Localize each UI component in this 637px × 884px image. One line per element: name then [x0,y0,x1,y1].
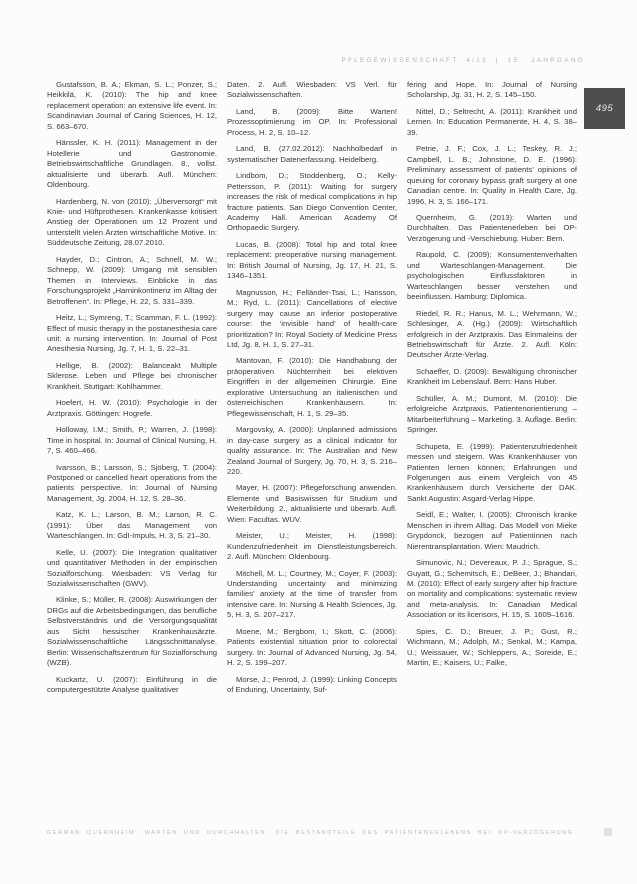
reference-paragraph: Daten. 2. Aufl. Wiesbaden: VS Verl. für Sozialwissenschaften. [227,80,397,100]
reference-paragraph: Meister, U.; Meister, H. (1998): Kundenzufriedenheit im Dienstleistungsbereich. 2. Aufl. München: Oldenbourg. [227,531,397,562]
reference-paragraph: Raupold, C. (2009): Konsumentenverhalten und Warteschlangen-Management. Die psychologischen Einflussfaktoren in Warteschlangen besser verstehen und beeinflussen. Hamburg: Diplomica. [407,250,577,302]
footer-running-title: GERMAN QUERNHEIM: WARTEN UND DURCHHALTEN. DIE BESTANDTEILE DES PATIENTENERLEBENS BEI OP-VERZÖGERUNG [47,830,574,836]
reference-paragraph: Schüller, A. M.; Dumont, M. (2010): Die erfolgreiche Arztpraxis. Patientenorientierung – Mitarbeiterführung – Marketing. 3. Auflage. Berlin: Springer. [407,393,577,435]
reference-paragraph: Klinke, S.; Müller, R. (2008): Auswirkungen der DRGs auf die Arbeitsbedingungen, das berufliche Selbstverständnis und die Versorgungsqualität aus Sicht hessischer Krankenhausärzte. Sozialwissenschaftliche Längsschnittanalyse. Berlin: Wissenschaftszentrum für Sozialforschung (WZB). [47,595,217,668]
page-number-tab [584,88,625,129]
reference-paragraph: Riedel, R. R.; Hanus, M. L.; Wehrmann, W.; Schlesinger, A. (Hg.) (2009): Wirtschaftlich erfolgreich in der Arztpraxis. Das Einmaleins der Betriebswirtschaft für Ärzte. 2. Aufl. Köln: Deutscher Ärzte-Verlag. [407,308,577,360]
reference-paragraph: Gustafsson, B. A.; Ekman, S. L.; Ponzer, S.; Heikkilä, K. (2010): The hip and knee replacement operation: an extensive life event. In: Scandinavian Journal of Caring Sciences, H. 12, S. 663–670. [47,80,217,131]
reference-paragraph: Katz, K. L.; Larson, B. M.; Larson, R. C. (1991): Über das Management von Warteschlangen. In: GdI-Impuls, H. 3, S. 21–30. [47,510,217,541]
reference-paragraph: Kuckartz, U. (2007): Einführung in die computergestützte Analyse qualitativer [47,674,217,695]
reference-paragraph: Kelle, U. (2007): Die Integration qualitativer und quantitativer Methoden in der empirischen Sozialforschung. Wiesbaden: VS Verlag für Sozialwissenschaften (GWV). [47,547,217,589]
reference-paragraph: Mitchell, M. L.; Courtney, M.; Coyer, F. (2003): Understanding uncertainty and minimizing families’ anxiety at the time of transfer from intensive care. In: Nursing & Health Sciences, Jg. 5, H. 3, S. 207–217. [227,568,397,620]
reference-paragraph: Lindbom, D.; Stoddenberg, O.; Kelly-Pettersson, P. (2011): Waiting for surgery increases the risk of medical complications in hip fracture patients. San Diego Convention Center, Academy Hall. American Academy Of Orthopaedic Surgery. [227,171,397,233]
reference-paragraph: Hoefert, H. W. (2010): Psychologie in der Arztpraxis. Göttingen: Hogrefe. [47,398,217,418]
reference-paragraph: Hellige, B. (2002): Balanceakt Multiple Sklerose. Leben und Pflege bei chronischer Krankheit. Stuttgart: Kohlhammer. [47,360,217,391]
reference-paragraph: Quernheim, G. (2013): Warten und Durchhalten. Das Patientenerleben bei OP-Verzögerung und -Verschiebung. Huber: Bern. [407,212,577,243]
reference-paragraph: Margovsky, A. (2000): Unplanned admissions in day-case surgery as a clinical indicator for quality assurance. In: The Australian and New Zealand Journal of Surgery, Jg. 70, H. 3, S. 216–220. [227,425,397,476]
reference-paragraph: Spies, C. D.; Breuer, J. P.; Gust, R.; Wichmann, M.; Adolph, M.; Senkal, M.; Kampa, U.; Weissauer, W.; Schleppers, A.; Soreide, E.; Martin, E.; Kaisers, U.; Falke, [407,626,577,668]
reference-paragraph: Holloway, I.M.; Smith, P.; Warren, J. (1998): Time in hospital. In: Journal of Clinical Nursing, H. 7, S. 460–466. [47,425,217,456]
reference-paragraph: Moene, M.; Bergbom, I.; Skott, C. (2006): Patients existential situation prior to colorectal surgery. In: Journal of Advanced Nursing, Jg. 54, H. 2, S. 199–207. [227,626,397,668]
reference-paragraph: Heitz, L.; Symreng, T.; Scamman, F. L. (1992): Effect of music therapy in the postanesthesia care unit: a nursing intervention. In: Journal of Post Anesthesia Nursing, Jg. 7, H. 1, S. 22–31. [47,313,217,354]
references-columns [47,80,577,826]
reference-paragraph: Magnusson, H.; Felländer-Tsai, L.; Hansson, M.; Ryd, L. (2011): Cancellations of elective surgery may cause an inferior postoperative course: the ‘invisible hand’ of health-care prioritization? In: Royal Society of Medicine Press Ltd, Jg. 8, H. 1, S. 27–31. [227,287,397,349]
reference-paragraph: Land, B. (27.02.2012): Nachholbedarf in systematischer Datenerfassung. Heidelberg. [227,144,397,164]
reference-paragraph: Land, B. (2009): Bitte Warten! Prozessoptimierung im OP. In: Professional Process, H. 2, S. 10–12. [227,106,397,137]
page-header [47,57,585,64]
reference-paragraph: Ivarsson, B.; Larsson, S.; Sjöberg, T. (2004): Postponed or cancelled heart operations from the patients perspective. In: Journal of Nursing Management, Jg. 2004, H. 12, S. 28–36. [47,462,217,503]
footer-marker [604,828,612,836]
page-footer [47,830,617,836]
reference-paragraph: Schaeffer, D. (2009): Bewältigung chronischer Krankheit im Lebenslauf. Bern: Hans Huber. [407,366,577,387]
journal-issue-line: PFLEGEWISSENSCHAFT 4/13 | 15. JAHRGANG [341,57,585,64]
reference-paragraph: Hänssler, K. H. (2011): Management in der Hotellerie und Gastronomie. Betriebswirtschaftliche Grundlagen. 8., vollst. aktualisierte und überarb. Aufl. München: Oldenbourg. [47,138,217,190]
reference-paragraph: Petrie, J. F.; Cox, J. L.; Teskey, R. J.; Campbell, L. B.; Johnstone, D. E. (1996): Preliminary assessment of patients’ opinions of queuing for coronary bypass graft surgery at one Canadian centre. In: Quality in Health Care, Jg. 1996, H. 3, S. 166–171. [407,144,577,206]
reference-paragraph: Mayer, H. (2007): Pflegeforschung anwenden. Elemente und Basiswissen für Studium und Weiterbildung. 2., aktualisierte und überarb. Aufl. Wien: Facultas. WUV. [227,483,397,524]
reference-paragraph: Mantovan, F. (2010): Die Handhabung der präoperativen Nüchternheit bei elektiven Eingriffen in der allgemeinen Chirurgie. Eine explorative Untersuchung an italienischen und österreichischen Krankenhäusern. In: Pflegewissenschaft, H. 1, S. 29–35. [227,356,397,418]
references-column-3 [407,80,577,826]
reference-paragraph: Schupeta, E. (1999): Patientenzufriedenheit messen und steigern. Was Krankenhäuser von Patienten lernen können; Erfahrungen und Folgerungen aus einem Vergleich von 45 Krankenhäusern durch Versicherte der DAK. Sankt Augustin: Asgard-Verlag Hippe. [407,441,577,503]
reference-paragraph: Lucas, B. (2008): Total hip and total knee replacement: preoperative nursing management. In: British Journal of Nursing, Jg. 17, H. 21, S. 1346–1351. [227,239,397,281]
reference-paragraph: Nittel, D.; Seltrecht, A. (2011): Krankheit und Lernen. In: Education Permanente, H. 4, S. 38–39. [407,106,577,137]
references-column-1 [47,80,217,826]
references-column-2 [227,80,397,826]
reference-paragraph: fering and Hope. In: Journal of Nursing Scholarship, Jg. 31, H. 2, S. 145–150. [407,80,577,100]
reference-paragraph: Hardenberg, N. von (2010): „Überversorgt“ mit Knie- und Hüftprothesen. Krankenkasse kritisiert Anstieg der Operationen um 12 Prozent und unterstellt vielen Ärzten wirtschaftliche Motive. In: Süddeutsche Zeitung, 28.07.2010. [47,196,217,248]
reference-paragraph: Morse, J.; Penrod, J. (1999): Linking Concepts of Enduring, Uncertainty, Suf- [227,674,397,695]
reference-paragraph: Seidl, E.; Walter, I. (2005): Chronisch kranke Menschen in ihrem Alltag. Das Modell von Mieke Grypdonck, bezogen auf Patientinnen nach Nierentransplantation. Wien: Maudrich. [407,510,577,551]
reference-paragraph: Hayder, D.; Cintron, A.; Schnell, M. W.; Schnepp, W. (2009): Umgang mit sensiblen Themen in Interviews. Einblicke in das Forschungsprojekt „Harninkontinenz im Alltag der Betroffenen“. In: Pflege, H. 22, S. 331–339. [47,254,217,306]
reference-paragraph: Simunovic, N.; Devereaux, P. J.; Sprague, S.; Guyatt, G.; Schemitsch, E.; DeBeer, J.; Bhandari, M. (2010): Effect of early surgery after hip fracture on mortality and complications: systematic review and meta-analysis. In: Canadian Medical Association or its licensors, H. 15, S. 1609–1616. [407,558,577,620]
page-number: 495 [595,103,614,114]
